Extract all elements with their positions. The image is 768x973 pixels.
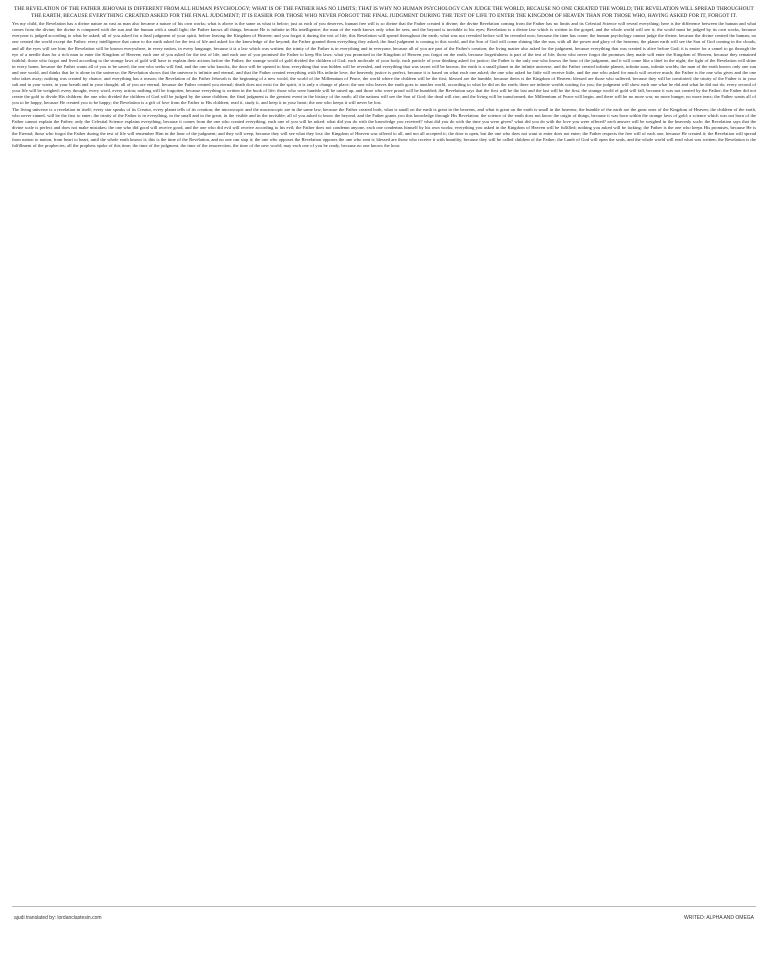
footer-author-credit: WRITED: ALPHA AND OMEGA (683, 915, 754, 921)
body-paragraph: The living universe is a revelation in itself; every star speaks of its Creator, every planet tells of its creation; the microscopic and the macroscopic are in the same law, because the Father created both; what is small on the earth is great in the heavens, and what is great on the earth is small in the heavens; the humble of the earth are the great ones of the Kingdom of Heaven; the children of the earth, who never sinned, will be the first to enter; the trinity of the Father is in everything, in the small and in the great, in the visible and in the invisible; all of you asked to know the beyond, and the Father grants you this knowledge through His Revelation; the science of the earth does not know the origin of things, because it was born within the strange laws of gold; a science which was not born of the Father cannot explain the Father; only the Celestial Science explains everything, because it comes from the one who created everything; each one of you will be asked: what did you do with the knowledge you received? what did you do with the time you were given? what did you do with the love you were offered? each answer will be weighed in the heavenly scale; the Revelation says that the divine scale is perfect and does not make mistakes; the one who did good will receive good, and the one who did evil will receive according to his evil; the Father does not condemn anyone, each one condemns himself by his own works; everything you asked in the Kingdom of Heaven will be fulfilled; nothing you asked will be lacking; the Father is the one who keeps His promises, because He is the Eternal; those who forgot the Father during the test of life will remember Him in the hour of the judgment; and they will weep, because they will see what they lost; the Kingdom of Heaven was offered to all, and not all accepted it; the door is open, but the one who does not want to enter does not enter; the Father respects the free will of each one, because He created it; the Revelation will spread from nation to nation, from heart to heart, until the whole earth knows it; this is the time of the Revelation, and no one can stop it; the one who opposes the Revelation opposes the one who sent it; blessed are those who receive it with humility, because they will be called children of the Father; the Lamb of God will open the seals, and the whole world will read what was written; the Revelation is the fulfillment of the prophecies; all the prophets spoke of this time; the time of the judgment, the time of the resurrection, the time of the new world; may each one of you be ready, because no one knows the hour. (12, 106, 756, 149)
body-paragraph: Yes my child, the Revelation has a divine nature as vast as man also became a nature of his own works; what is above is the same as what is below; just as each of you deserves, human free will is so divine that the Father created it divine; the divine Revelation coming from the Father has no limits and its Celestial Science will reveal everything; here is the difference between the human and what comes from the divine; the divine is compared with the sun and the human with a small light; the Father knows all things, because He is infinite in His intelligence; the man of the earth knows only what he sees, and the beyond is invisible to his eyes; Revelation is a divine law which is written in the gospel, and the whole world will see it; the world must be judged by its own works, because everyone is judged according to what he asked; all of you asked for a final judgment of your spirit, before leaving the Kingdom of Heaven; and you forgot it during the test of life; this Revelation will spread throughout the earth; what was not revealed before will be revealed now, because the time has come; the human psychology cannot judge the divine, because the divine created the human; no one created the world except the Father; every intelligence that came to the earth asked for the test of life and asked for the knowledge of the beyond; the Father granted them everything they asked; the final judgment is coming to this world, and the Son of God will come shining like the sun, with all the power and glory of the heavens; the planet earth will see the Son of God coming in the clouds, and all the eyes will see him; the Revelation will be known everywhere, in every nation, in every language, because it is a law which was written; the trinity of the Father is in everything and in everyone, because all of you are part of the Father's creation; the living matter also asked for the judgment, because everything that was created is alive before God; it is easier for a camel to go through the eye of a needle than for a rich man to enter the Kingdom of Heaven; each one of you asked for the test of life, and each one of you promised the Father to keep His laws; what you promised in the Kingdom of Heaven you forgot on the earth, because forgetfulness is part of the test of life; those who never forgot the promises they made will enter the Kingdom of Heaven, because they remained faithful; those who forgot and lived according to the strange laws of gold will have to explain their actions before the Father; the strange world of gold divided the children of God; each molecule of your body, each particle of your thinking asked for justice; the Father is the only one who knows the hour of the judgment, and it will come like a thief in the night; the light of the Revelation will shine in every home, because the Father wants all of you to be saved; the one who seeks will find, and the one who knocks, the door will be opened to him; everything that was hidden will be revealed, and everything that was secret will be known; the earth is a small planet in the infinite universe, and the Father created infinite planets, infinite suns, infinite worlds; the man of the earth knows only one sun and one world, and thinks that he is alone in the universe; the Revelation shows that the universe is infinite and eternal, and that the Father created everything with His infinite love; the heavenly justice is perfect, because it is based on what each one asked; the one who asked for little will receive little, and the one who asked for much will receive much; the Father is the one who gives and the one who takes away; nothing was created by chance, and everything has a reason; the Revelation of the Father Jehovah is the beginning of a new world, the world of the Millennium of Peace, the world where the children will be the first; blessed are the humble, because theirs is the Kingdom of Heaven; blessed are those who suffered, because they will be comforted; the trinity of the Father is in your salt and in your water, in your breath and in your thought; all of you are eternal, because the Father created you eternal; death does not exist for the spirit, it is only a change of place; the one who leaves the earth goes to another world, according to what he did on the earth; there are infinite worlds waiting for you; the judgment will show each one what he did and what he did not do; every second of your life will be weighed; every thought, every word, every action; nothing will be forgotten, because everything is written in the book of life; those who were humble will be raised up, and those who were proud will be humbled; the Revelation says that the first will be the last and the last will be the first; the strange world of gold will fall, because it was not created by the Father; the Father did not create the gold to divide His children; the one who divided the children of God will be judged by the same children; the final judgment is the greatest event in the history of the earth; all the nations will see the Son of God; the dead will rise, and the living will be transformed; the Millennium of Peace will begin, and there will be no more war, no more hunger, no more tears; the Father wants all of you to be happy, because He created you to be happy; the Revelation is a gift of love from the Father to His children; read it, study it, and keep it in your heart; the one who keeps it will never be lost. (12, 21, 756, 106)
footer-divider (12, 906, 756, 907)
footer-translator-credit: ajudi translated by: lordanclastesin.com (14, 915, 102, 921)
document-heading: THE REVELATION OF THE FATHER JEHOVAH IS DIFFERENT FROM ALL HUMAN PSYCHOLOGY; WHAT IS OF THE FATHER HAS NO LIMITS; THAT IS WHY NO HUMAN PSYCHOLOGY CAN JUDGE THE WORLD, BECAUSE NO ONE CREATED THE WORLD; THE REVELATION WILL SPREAD THROUGHOUT THE EARTH, BECAUSE EVERYTHING CREATED ASKED FOR THE FINAL JUDGMENT; IT IS EASIER FOR THOSE WHO NEVER FORGOT THE FINAL JUDGMENT DURING THE TEST OF LIFE TO ENTER THE KINGDOM OF HEAVEN THAN FOR THOSE WHO, HAVING ASKED FOR IT, FORGOT IT. (14, 6, 754, 19)
document-body (12, 21, 756, 891)
